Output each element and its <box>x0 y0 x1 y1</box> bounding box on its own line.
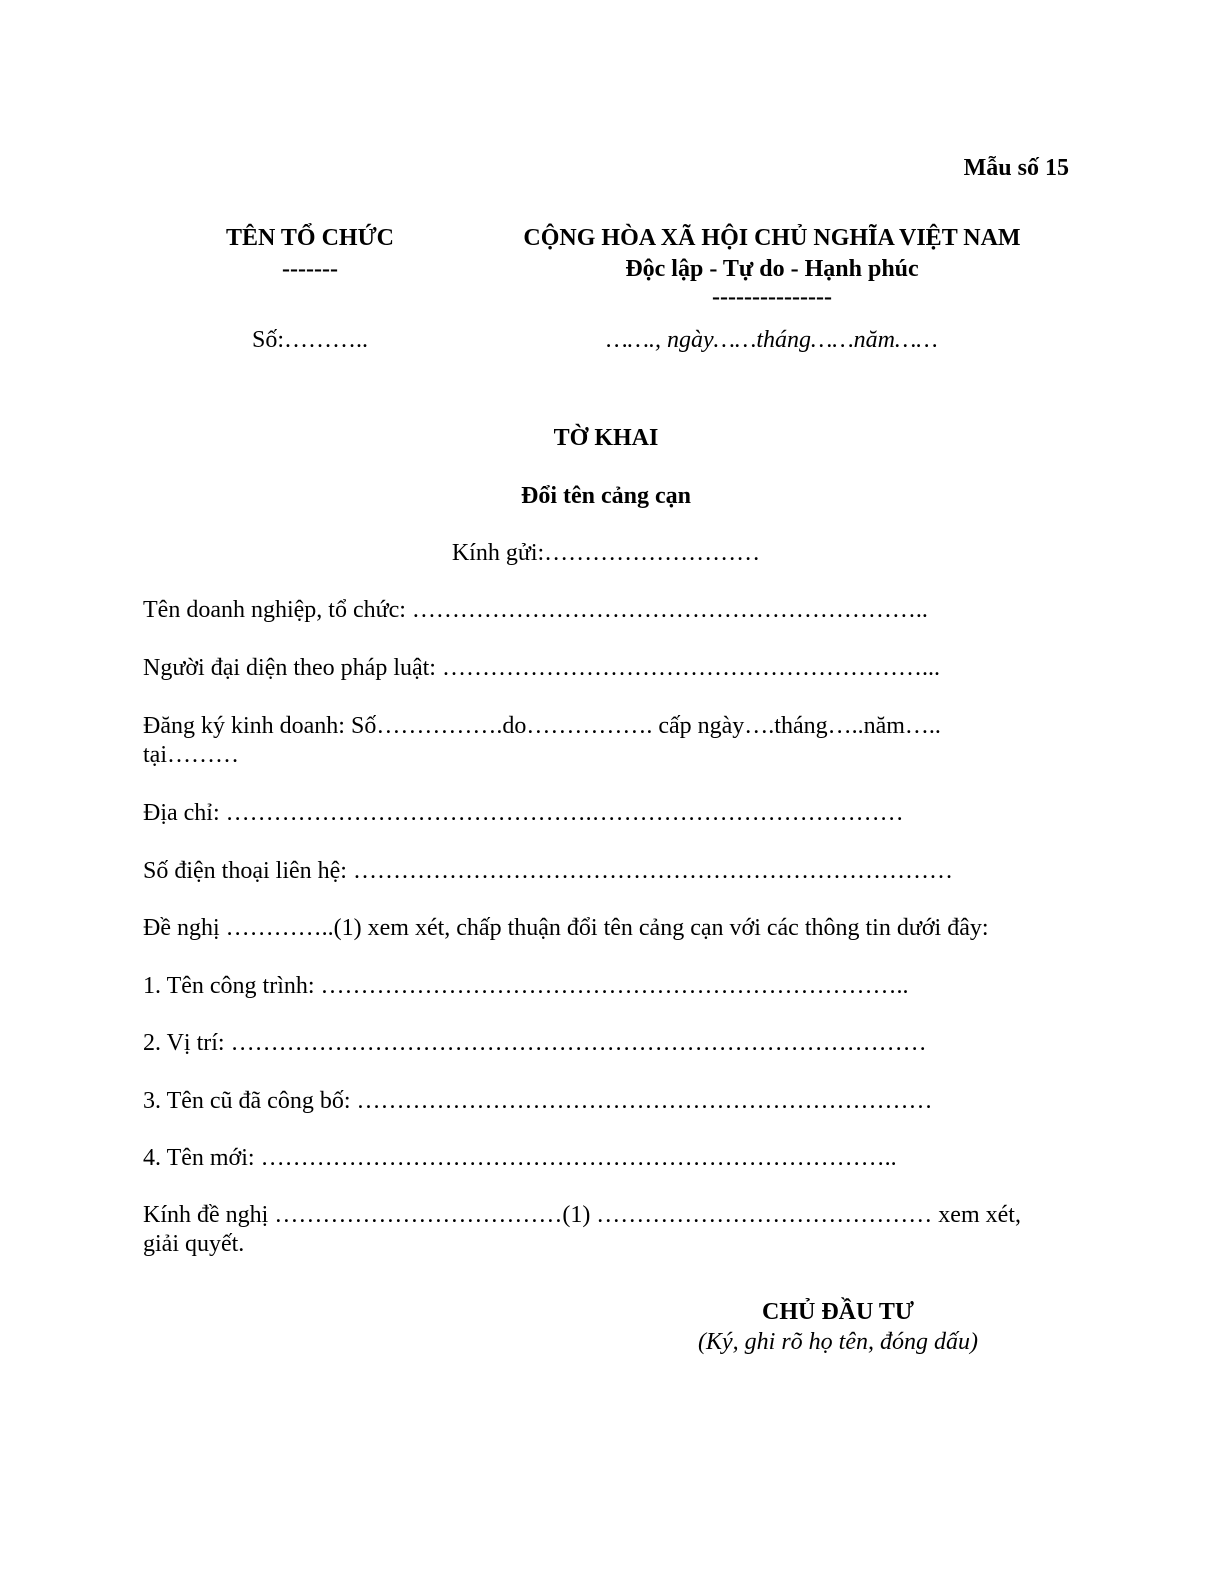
motto-divider: --------------- <box>712 284 832 310</box>
national-title: CỘNG HÒA XÃ HỘI CHỦ NGHĨA VIỆT NAM <box>523 225 1021 251</box>
document-subtitle: Đổi tên cảng cạn <box>521 483 691 509</box>
document-number: Số:……….. <box>251 327 369 353</box>
closing-request: Kính đề nghị ………………………………(1) …………………………………… xem xét, giải quyết. <box>143 1202 1021 1257</box>
signature-instruction: (Ký, ghi rõ họ tên, đóng dấu) <box>698 1329 978 1355</box>
national-motto: Độc lập - Tự do - Hạnh phúc <box>625 256 919 282</box>
field-request: Đề nghị …………..(1) xem xét, chấp thuận đổi tên cảng cạn với các thông tin dưới đây: <box>143 915 989 941</box>
form-number: Mẫu số 15 <box>963 155 1069 181</box>
organization-name: TÊN TỔ CHỨC <box>225 225 395 251</box>
field-phone: Số điện thoại liên hệ: ………………………………………………………………… <box>143 858 953 884</box>
item-location: 2. Vị trí: …………………………………………………………………………… <box>143 1030 927 1056</box>
date-line: ……., ngày……tháng……năm…… <box>606 327 938 353</box>
signature-role: CHỦ ĐẦU TƯ <box>761 1299 915 1325</box>
item-project-name: 1. Tên công trình: ……………………………………………………………….. <box>143 973 909 999</box>
field-business-registration: Đăng ký kinh doanh: Số…………….do……………. cấp ngày….tháng…..năm….. tại……… <box>143 713 941 768</box>
item-new-name: 4. Tên mới: …………………………………………………………………….. <box>143 1145 897 1171</box>
field-company: Tên doanh nghiệp, tổ chức: ……………………………………………………….. <box>143 597 928 623</box>
document-title: TỜ KHAI <box>553 425 659 451</box>
field-address: Địa chỉ: ……………………………………….………………………………… <box>143 800 904 826</box>
item-old-name: 3. Tên cũ đã công bố: ……………………………………………………………… <box>143 1088 933 1114</box>
recipient-line: Kính gửi:……………………… <box>451 540 761 566</box>
organization-divider: ------- <box>282 256 338 282</box>
field-representative: Người đại diện theo pháp luật: ……………………………………………………... <box>143 655 940 681</box>
